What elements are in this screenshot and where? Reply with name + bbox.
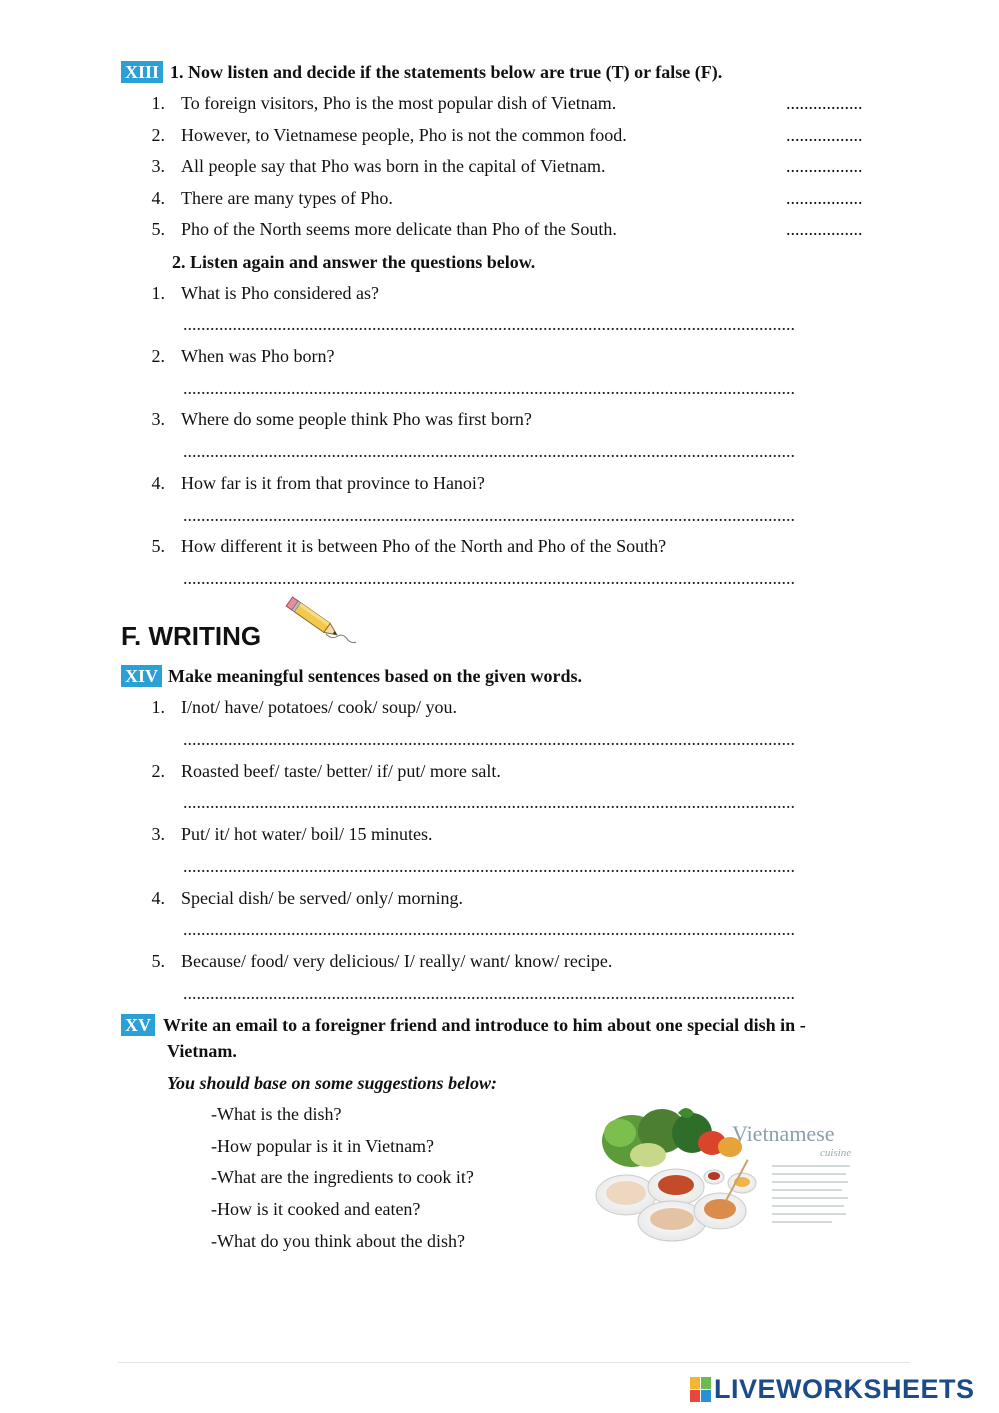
exercise-13-badge: XIII xyxy=(121,61,163,83)
image-subtitle: cuisine xyxy=(820,1147,852,1159)
answer-blank[interactable]: ................. xyxy=(786,156,863,176)
exercise-15-title: Write an email to a foreigner friend and introduce to him about one special dish in - xyxy=(163,1015,806,1035)
answer-line[interactable]: ........................................................................................................................................ xyxy=(183,314,795,334)
answer-line[interactable]: ........................................................................................................................................ xyxy=(183,441,795,461)
answer-line[interactable]: ........................................................................................................................................ xyxy=(183,568,795,588)
exercise-13-part2-title: 2. Listen again and answer the questions below. xyxy=(172,252,536,272)
exercise-15-hint: You should base on some suggestions below: xyxy=(167,1073,498,1093)
exercise-15-title-cont: Vietnam. xyxy=(167,1041,237,1061)
suggestion-item: -How popular is it in Vietnam? xyxy=(211,1136,435,1156)
writing-section-title: F. WRITING xyxy=(121,621,262,651)
answer-blank[interactable]: ................. xyxy=(786,93,863,113)
answer-line[interactable]: ........................................................................................................................................ xyxy=(183,919,795,939)
exercise-13-part1-title: 1. Now listen and decide if the statements below are true (T) or false (F). xyxy=(170,62,723,82)
liveworksheets-logo[interactable] xyxy=(690,1374,975,1405)
answer-blank[interactable]: ................. xyxy=(786,125,863,145)
footer-divider xyxy=(118,1362,910,1363)
answer-line[interactable]: ........................................................................................................................................ xyxy=(183,378,795,398)
pencil-icon xyxy=(282,596,358,648)
vietnamese-cuisine-image xyxy=(592,1103,862,1253)
suggestion-item: -What do you think about the dish? xyxy=(211,1231,465,1251)
liveworksheets-brand: LIVEWORKSHEETS xyxy=(714,1374,975,1404)
suggestion-item: -What is the dish? xyxy=(211,1104,342,1124)
answer-line[interactable]: ........................................................................................................................................ xyxy=(183,983,795,1003)
answer-blank[interactable]: ................. xyxy=(786,188,863,208)
answer-line[interactable]: ........................................................................................................................................ xyxy=(183,729,795,749)
answer-blank[interactable]: ................. xyxy=(786,219,863,239)
answer-line[interactable]: ........................................................................................................................................ xyxy=(183,505,795,525)
exercise-14-title: Make meaningful sentences based on the given words. xyxy=(168,666,583,686)
answer-line[interactable]: ........................................................................................................................................ xyxy=(183,856,795,876)
exercise-14-badge: XIV xyxy=(121,665,162,687)
suggestion-item: -What are the ingredients to cook it? xyxy=(211,1167,474,1187)
exercise-15-badge: XV xyxy=(121,1014,155,1036)
image-title: Vietnamese xyxy=(732,1121,835,1146)
answer-line[interactable]: ........................................................................................................................................ xyxy=(183,792,795,812)
liveworksheets-logo-icon xyxy=(690,1377,711,1402)
suggestion-item: -How is it cooked and eaten? xyxy=(211,1199,421,1219)
